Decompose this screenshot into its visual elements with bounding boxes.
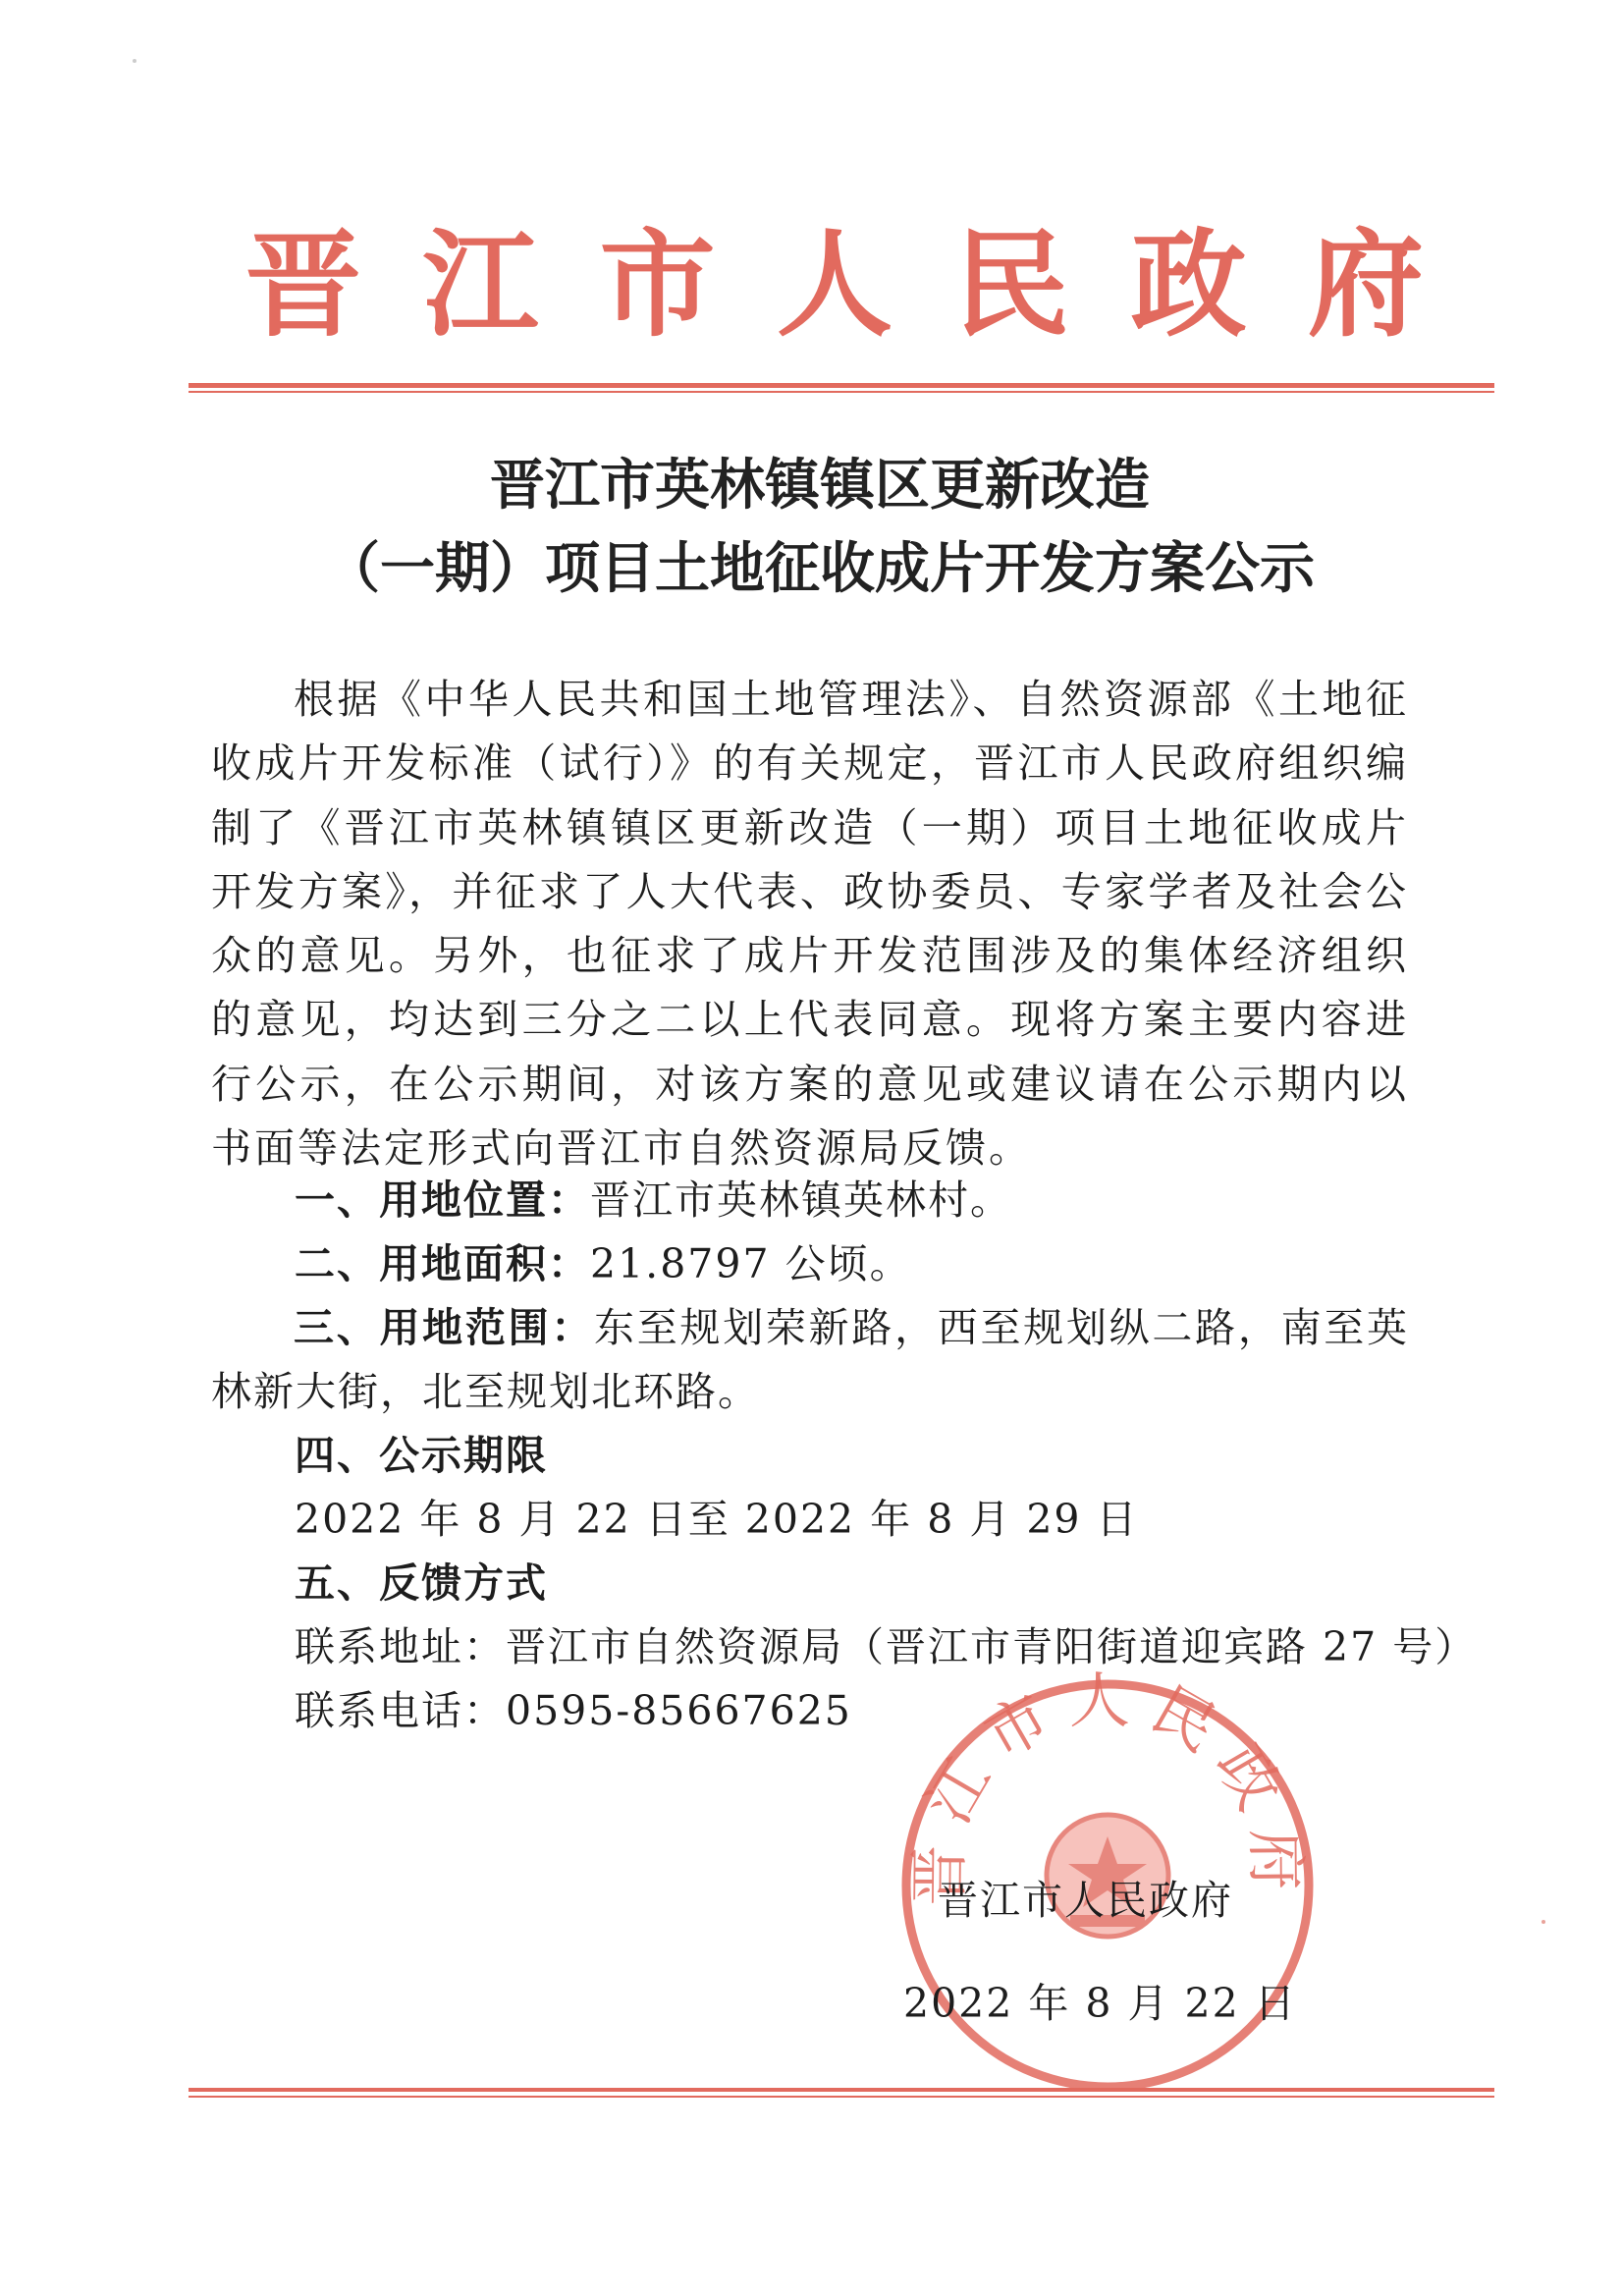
- document-title-line2: （一期）项目土地征收成片开发方案公示: [325, 537, 1315, 601]
- signing-date: 2022 年 8 月 22 日: [903, 1980, 1297, 2027]
- header-char: 市: [599, 216, 716, 353]
- scan-speck: [1542, 1920, 1545, 1924]
- item-range-value: 东至规划荣新路，西至规划纵二路，南至英林新大街，北至规划北环路。: [211, 1304, 1410, 1415]
- item-location: [295, 1169, 1012, 1232]
- item-range-label: 三、用地范围：: [294, 1304, 595, 1351]
- item-period-value: 2022 年 8 月 22 日至 2022 年 8 月 29 日: [295, 1496, 1139, 1543]
- contact-address: 联系地址：晋江市自然资源局（晋江市青阳街道迎宾路 27 号）: [295, 1623, 1478, 1670]
- seal-text: 晋江市人民政府: [902, 1669, 1313, 1907]
- item-location-value: 晋江市英林镇英林村。: [590, 1176, 1012, 1224]
- header-divider-thin: [189, 391, 1494, 393]
- item-area-label: 二、用地面积：: [295, 1240, 590, 1287]
- header-char: 晋: [245, 216, 362, 353]
- intro-paragraph: 根据《中华人民共和国土地管理法》、自然资源部《土地征收成片开发标准（试行）》的有关规定，晋江市人民政府组织编制了《晋江市英林镇镇区更新改造（一期）项目土地征收成片开发方案》，并征求了人大代表、政协委员、专家学者及社会公众的意见。另外，也征求了成片开发范围涉及的集体经济组织的意见，均达到三分之二以上代表同意。现将方案主要内容进行公示，在公示期间，对该方案的意见或建议请在公示期内以书面等法定形式向晋江市自然资源局反馈。: [211, 676, 1409, 1173]
- scan-speck: [133, 59, 136, 63]
- header-char: 民: [953, 216, 1070, 353]
- header-char: 政: [1130, 216, 1247, 353]
- footer-divider: [189, 2088, 1494, 2092]
- item-period-heading: [295, 1424, 548, 1488]
- item-location-label: 一、用地位置：: [295, 1176, 590, 1224]
- issuer-header: [245, 211, 1424, 358]
- header-char: 人: [776, 216, 893, 353]
- signer-name: 晋江市人民政府: [938, 1877, 1233, 1924]
- footer-divider-thin: [189, 2096, 1494, 2098]
- item-range: [211, 1296, 1409, 1424]
- document-title-line1: 晋江市英林镇镇区更新改造: [490, 454, 1150, 518]
- contact-phone: 联系电话：0595-85667625: [295, 1687, 852, 1734]
- item-feedback-label: 五、反馈方式: [295, 1559, 548, 1607]
- item-area: [295, 1232, 912, 1296]
- item-feedback-heading: [295, 1552, 548, 1615]
- header-char: 江: [422, 216, 539, 353]
- item-period-label: 四、公示期限: [295, 1432, 548, 1479]
- item-area-value: 21.8797 公顷。: [590, 1240, 912, 1287]
- header-divider: [189, 383, 1494, 388]
- header-char: 府: [1307, 216, 1424, 353]
